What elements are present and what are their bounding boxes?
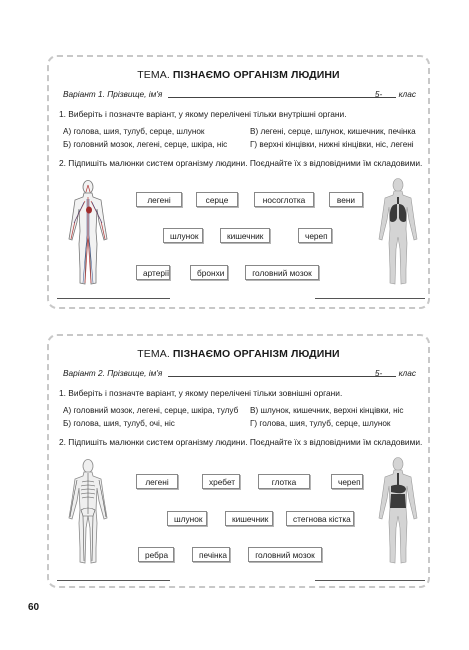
word-chip[interactable]: ребра [138, 547, 174, 562]
word-chip[interactable]: череп [298, 228, 332, 243]
page-number: 60 [28, 602, 40, 613]
word-chip[interactable]: стегнова кістка [286, 511, 354, 526]
word-chip[interactable]: череп [331, 474, 363, 489]
word-chip[interactable]: легені [136, 192, 182, 207]
word-chip[interactable]: серце [196, 192, 238, 207]
caption-line-right[interactable] [315, 580, 425, 581]
word-chip[interactable]: глотка [258, 474, 310, 489]
variant-line [63, 368, 416, 378]
question-1: 1. Виберіть і позначте варіант, у якому перелічені тільки внутрішні органи. [59, 109, 347, 119]
name-field-line[interactable] [168, 376, 383, 377]
title-main: ПІЗНАЄМО ОРГАНІЗМ ЛЮДИНИ [172, 348, 340, 360]
digestive-system-figure [375, 456, 421, 566]
title-prefix: ТЕМА. [137, 69, 170, 81]
option-b[interactable]: Б) головний мозок, легені, серце, шкіра, ніс [63, 140, 228, 149]
word-chip[interactable]: кишечник [220, 228, 270, 243]
caption-line-left[interactable] [57, 580, 170, 581]
option-v[interactable]: В) шлунок, кишечник, верхні кінцівки, ніс [250, 406, 404, 415]
option-v[interactable]: В) легені, серце, шлунок, кишечник, печінка [250, 127, 416, 136]
question-2: 2. Підпишіть малюнки систем організму людини. Поєднайте їх з відповідними їм складовими. [59, 437, 423, 447]
grade-field-line[interactable] [382, 97, 396, 98]
title-main: ПІЗНАЄМО ОРГАНІЗМ ЛЮДИНИ [172, 69, 340, 81]
worksheet-variant-1 [47, 55, 430, 309]
card-title [49, 348, 428, 360]
grade-suffix: клас [398, 368, 416, 378]
grade-prefix: 5- [374, 368, 383, 378]
skeletal-system-figure [63, 458, 113, 566]
word-chip[interactable]: головний мозок [245, 265, 319, 280]
word-chip[interactable]: артерії [136, 265, 170, 280]
respiratory-system-figure [375, 177, 421, 287]
variant-label: Варіант 2. Прізвище, ім'я [63, 368, 163, 378]
word-chip[interactable]: бронхи [190, 265, 228, 280]
word-chip[interactable]: кишечник [225, 511, 273, 526]
variant-line [63, 89, 416, 99]
word-chip[interactable]: вени [329, 192, 363, 207]
title-prefix: ТЕМА. [137, 348, 170, 360]
question-2: 2. Підпишіть малюнки систем організму людини. Поєднайте їх з відповідними їм складовими. [59, 158, 423, 168]
word-chip[interactable]: легені [136, 474, 178, 489]
grade-field-line[interactable] [382, 376, 396, 377]
option-a[interactable]: А) голова, шия, тулуб, серце, шлунок [63, 127, 205, 136]
card-title [49, 69, 428, 81]
word-chip[interactable]: головний мозок [248, 547, 322, 562]
caption-line-left[interactable] [57, 298, 170, 299]
grade-suffix: клас [398, 89, 416, 99]
name-field-line[interactable] [168, 97, 383, 98]
option-b[interactable]: Б) голова, шия, тулуб, очі, ніс [63, 419, 175, 428]
variant-label: Варіант 1. Прізвище, ім'я [63, 89, 163, 99]
question-1: 1. Виберіть і позначте варіант, у якому перелічені тільки зовнішні органи. [59, 388, 343, 398]
option-a[interactable]: А) головний мозок, легені, серце, шкіра, тулуб [63, 406, 239, 415]
word-chip[interactable]: носоглотка [254, 192, 314, 207]
word-chip[interactable]: шлунок [167, 511, 207, 526]
option-g[interactable]: Г) верхні кінцівки, нижні кінцівки, ніс, легені [250, 140, 414, 149]
caption-line-right[interactable] [315, 298, 425, 299]
grade-prefix: 5- [374, 89, 383, 99]
option-g[interactable]: Г) голова, шия, тулуб, серце, шлунок [250, 419, 391, 428]
word-chip[interactable]: шлунок [163, 228, 203, 243]
word-chip[interactable]: хребет [202, 474, 240, 489]
grade-field [375, 368, 416, 378]
word-chip[interactable]: печінка [192, 547, 230, 562]
grade-field [375, 89, 416, 99]
circulatory-system-figure [63, 179, 113, 287]
worksheet-variant-2 [47, 334, 430, 588]
